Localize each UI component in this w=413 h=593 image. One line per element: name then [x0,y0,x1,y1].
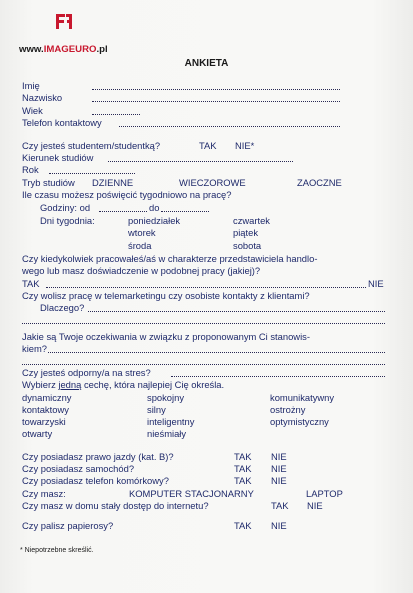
imageuro-logo-icon [53,10,75,32]
trait-intelligent[interactable]: inteligentny [147,416,195,427]
mode-extramural[interactable]: ZAOCZNE [297,177,342,188]
expectations-extra-line[interactable] [22,356,385,365]
traits-question-pre: Wybierz [22,379,59,390]
trait-open[interactable]: otwarty [22,428,53,439]
student-no[interactable]: NIE* [235,140,255,151]
trait-communicative[interactable]: komunikatywny [270,392,335,403]
trait-optimistic[interactable]: optymistyczny [270,416,329,427]
experience-yes[interactable]: TAK [22,278,40,289]
direction-label: Kierunek studiów [22,152,94,163]
day-monday[interactable]: poniedziałek [128,215,181,226]
year-field[interactable] [49,165,135,174]
mode-label: Tryb studiów [22,177,75,188]
trait-calm[interactable]: spokojny [147,392,185,403]
stress-field[interactable] [171,368,385,377]
computer-desktop[interactable]: KOMPUTER STACJONARNY [129,488,254,499]
logo-prefix: www. [19,44,44,55]
mode-evening[interactable]: WIECZOROWE [179,177,246,188]
hours-to-field[interactable] [161,203,209,212]
license-no[interactable]: NIE [271,451,287,462]
trait-contact[interactable]: kontaktowy [22,404,69,415]
experience-question-line-1: Czy kiedykolwiek pracowałeś/aś w charakterze przedstawiciela handlo- [22,253,318,264]
age-label: Wiek [22,105,43,116]
car-question: Czy posiadasz samochód? [22,463,135,474]
car-no[interactable]: NIE [271,463,287,474]
computer-question: Czy masz: [22,488,66,499]
mobile-no[interactable]: NIE [271,475,287,486]
mobile-yes[interactable]: TAK [234,475,252,486]
name-label: Imię [22,80,40,91]
trait-shy[interactable]: nieśmiały [147,428,187,439]
internet-yes[interactable]: TAK [271,500,289,511]
traits-question-underlined: jedną [58,379,82,390]
expectations-field[interactable] [48,344,385,353]
year-label: Rok [22,164,39,175]
mode-day[interactable]: DZIENNE [92,177,134,188]
days-label: Dni tygodnia: [40,215,95,226]
mobile-question: Czy posiadasz telefon komórkowy? [22,475,169,486]
computer-laptop[interactable]: LAPTOP [306,488,343,499]
hours-label: Godziny: od [40,202,91,213]
experience-field[interactable] [46,279,366,288]
surname-label: Nazwisko [22,92,63,103]
logo-brand: IMAGEURO [43,44,97,55]
name-field[interactable] [92,81,340,90]
day-tuesday[interactable]: wtorek [128,227,156,238]
smoke-yes[interactable]: TAK [234,520,252,531]
car-yes[interactable]: TAK [234,463,252,474]
phone-field[interactable] [119,118,340,127]
age-field[interactable] [92,106,140,115]
internet-question: Czy masz w domu stały dostęp do internetu? [22,500,209,511]
traits-question [22,379,224,390]
footnote: * Niepotrzebne skreślić. [20,547,94,554]
smoke-no[interactable]: NIE [271,520,287,531]
logo-url [19,44,108,55]
logo-suffix: .pl [96,44,108,55]
trait-cautious[interactable]: ostrożny [270,404,306,415]
page-title: ANKIETA [184,58,229,69]
expectations-question-line-2: kiem? [22,343,48,354]
preference-extra-line[interactable] [22,315,385,324]
direction-field[interactable] [108,153,293,162]
traits-question-post: cechę, która najlepiej Cię określa. [81,379,225,390]
preference-why-field[interactable] [88,303,385,312]
hours-to-label: do [149,202,160,213]
phone-label: Telefon kontaktowy [22,117,102,128]
day-wednesday[interactable]: środa [128,240,152,251]
expectations-question-line-1: Jakie są Twoje oczekiwania w związku z proponowanym Ci stanowis- [22,331,310,342]
stress-question: Czy jesteś odporny/a na stres? [22,367,151,378]
preference-why-label: Dlaczego? [40,302,85,313]
experience-question-line-2: wego lub masz doświadczenie w podobnej pracy (jakiej)? [22,265,261,276]
smoke-question: Czy palisz papierosy? [22,520,114,531]
license-question: Czy posiadasz prawo jazdy (kat. B)? [22,451,174,462]
license-yes[interactable]: TAK [234,451,252,462]
day-friday[interactable]: piątek [233,227,259,238]
availability-question: Ile czasu możesz poświęcić tygodniowo na pracę? [22,189,232,200]
trait-dynamic[interactable]: dynamiczny [22,392,72,403]
trait-sociable[interactable]: towarzyski [22,416,66,427]
student-yes[interactable]: TAK [199,140,217,151]
internet-no[interactable]: NIE [307,500,323,511]
experience-no[interactable]: NIE [368,278,384,289]
student-question: Czy jesteś studentem/studentką? [22,140,161,151]
day-thursday[interactable]: czwartek [233,215,270,226]
surname-field[interactable] [92,93,340,102]
preference-question: Czy wolisz pracę w telemarketingu czy osobiste kontakty z klientami? [22,290,310,301]
hours-from-field[interactable] [99,203,147,212]
trait-strong[interactable]: silny [147,404,166,415]
day-saturday[interactable]: sobota [233,240,262,251]
